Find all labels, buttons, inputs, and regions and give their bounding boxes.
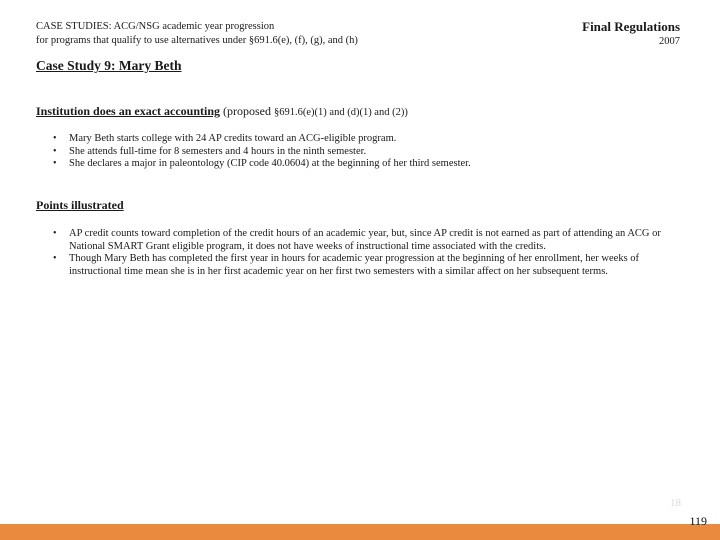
- faint-slide-number: 18: [670, 497, 681, 509]
- list-item: • Mary Beth starts college with 24 AP credits toward an ACG-eligible program.: [53, 133, 397, 144]
- page-number: 119: [689, 514, 707, 528]
- section-heading-bold: Points illustrated: [36, 198, 124, 212]
- section-heading-points: [36, 198, 124, 213]
- case-study-title: Case Study 9: Mary Beth: [36, 58, 182, 73]
- bullet-icon: •: [53, 145, 57, 157]
- list-item: • She declares a major in paleontology (CIP code 40.0604) at the beginning of her third semester.: [53, 158, 471, 169]
- points-illustrated-list: [36, 228, 681, 278]
- section-heading-citation: §691.6(e)(1) and (d)(1) and (2)): [274, 107, 408, 118]
- bullet-icon: •: [53, 133, 57, 144]
- case-facts-list: [36, 133, 681, 171]
- document-year: 2007: [659, 36, 680, 47]
- bullet-icon: •: [53, 158, 57, 169]
- section-heading-accounting: [36, 104, 408, 119]
- footer-band: [0, 524, 720, 540]
- header-right: [582, 19, 680, 49]
- header-line-1: CASE STUDIES: ACG/NSG academic year progression: [36, 21, 275, 32]
- header-subtitle: [36, 20, 358, 48]
- document-title: Final Regulations: [582, 19, 680, 34]
- list-item: • Though Mary Beth has completed the first year in hours for academic year progression at the beginning of her enrollment, her weeks of instructional time mean she is in her first academic year on her first two semesters with a similar affect on her subsequent terms.: [53, 253, 640, 277]
- bullet-icon: •: [53, 253, 57, 264]
- section-heading-normal: (proposed: [220, 104, 275, 118]
- header-line-2: for programs that qualify to use alternatives under §691.6(e), (f), (g), and (h): [36, 35, 358, 46]
- list-item: • She attends full-time for 8 semesters and 4 hours in the ninth semester.: [53, 145, 367, 157]
- list-item: • AP credit counts toward completion of the credit hours of an academic year, but, since AP credit is not earned as part of attending an ACG or National SMART Grant eligible program, it does not have weeks of instructional time associated with the credits.: [53, 228, 661, 252]
- section-heading-bold: Institution does an exact accounting: [36, 104, 221, 118]
- bullet-icon: •: [53, 228, 57, 239]
